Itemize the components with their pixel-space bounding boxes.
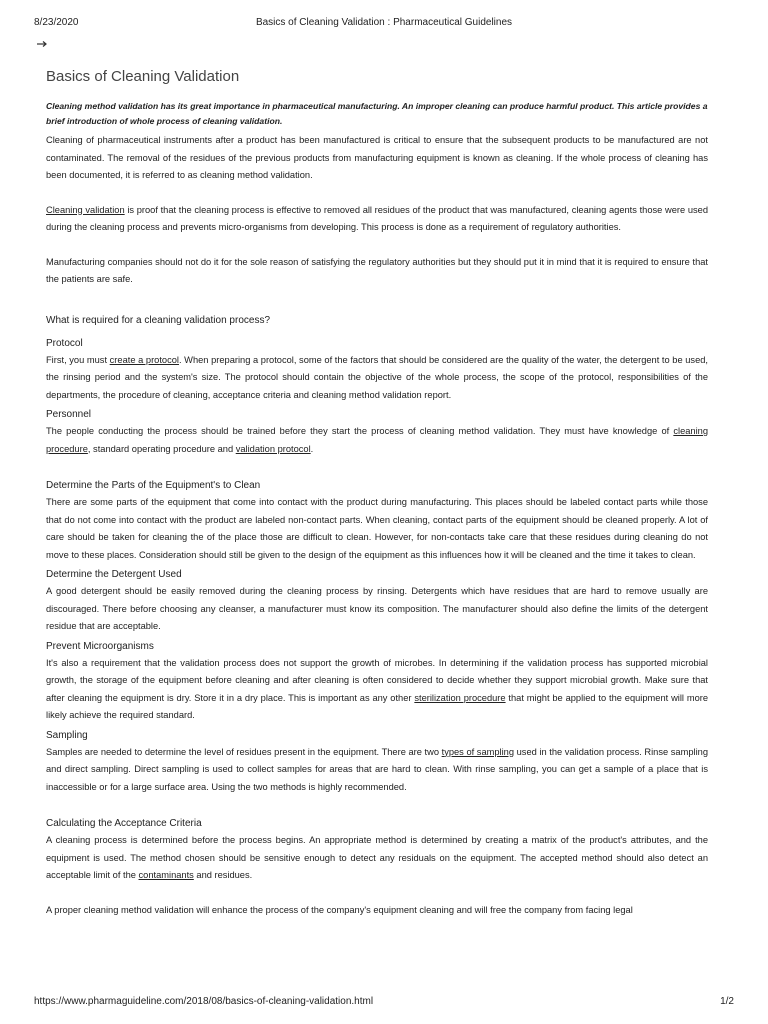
share-arrow-icon[interactable] <box>36 36 48 46</box>
create-protocol-link[interactable]: create a protocol <box>109 354 179 365</box>
section-heading-sampling: Sampling <box>46 729 88 741</box>
paragraph-text: that might be applied to the equipment will more likely achieve the required standard. <box>46 692 709 720</box>
article-title: Basics of Cleaning Validation <box>46 68 240 85</box>
section-heading-acceptance-criteria: Calculating the Acceptance Criteria <box>46 818 202 829</box>
print-header <box>34 17 734 31</box>
paragraph-equipment-parts: There are some parts of the equipment that come into contact with the product during manufacturing. This places should be labeled contact parts while those that do not come into contact with the product are labeled non-contact parts. When cleaning, contact parts of the equipment should be cleaned properly. A lot of care should be taken for cleaning the of the place those are difficult to clean. However, for non-contacts take care that these residues during cleaning do not move to these places. Consideration should still be given to the design of the equipment as this influences how it will be cleaned and the time it takes to clean. <box>46 497 708 560</box>
types-of-sampling-link[interactable]: types of sampling <box>441 746 515 757</box>
section-heading-protocol: Protocol <box>46 337 83 349</box>
paragraph-text: used in the validation process. Rinse sampling and direct sampling. Direct sampling is used to collect samples for areas that are hard to clean. With rinse sampling, you can get a sample of a place that is inaccessible or for a large surface area. Using the two methods is highly recommended. <box>46 746 708 792</box>
paragraph-manufacturing-companies: Manufacturing companies should not do it for the sole reason of satisfying the regulatory authorities but they should put it in mind that it is required to ensure that the patients are safe. <box>46 256 708 284</box>
paragraph-text: . When preparing a protocol, some of the factors that should be considered are the quality of the water, the detergent to be used, the rinsing period and the system's size. The protocol should contain the objective of the whole process, the scope of the protocol, responsibilities of the departments, the procedure of cleaning, acceptance criteria and cleaning method validation report. <box>46 354 708 400</box>
sterilization-procedure-link[interactable]: sterilization procedure <box>414 692 506 703</box>
paragraph-cleaning-definition: Cleaning of pharmaceutical instruments after a product has been manufactured is critical to ensure that the subsequent products to be manufactured are not contaminated. The removal of the residues of the previous products from manufacturing equipment is known as cleaning. If the whole process of cleaning has been documented, it is referred to as cleaning method validation. <box>46 135 708 180</box>
cleaning-procedure-link[interactable]: cleaning procedure <box>46 426 708 454</box>
paragraph-text: Samples are needed to determine the level of residues present in the equipment. There are two <box>46 746 442 757</box>
paragraph-text: and residues. <box>193 870 253 880</box>
question-heading: What is required for a cleaning validation process? <box>46 314 271 326</box>
cleaning-validation-link[interactable]: Cleaning validation <box>46 204 125 215</box>
paragraph-personnel <box>46 423 708 458</box>
paragraph-detergent: A good detergent should be easily removed during the cleaning process by rinsing. Detergents which have residues that are hard to remove usually are discouraged. There before choosing any cleanser, a manufacturer must know its composition. The manufacturer should also define the limits of the detergent residue that are acceptable. <box>46 586 708 631</box>
print-date: 8/23/2020 <box>34 17 79 28</box>
section-heading-equipment-parts: Determine the Parts of the Equipment's to Clean <box>46 480 261 491</box>
page-number: 1/2 <box>720 996 734 1007</box>
section-heading-microorganisms: Prevent Microorganisms <box>46 640 154 652</box>
print-url: https://www.pharmaguideline.com/2018/08/basics-of-cleaning-validation.html <box>34 996 374 1007</box>
article-intro: Cleaning method validation has its great importance in pharmaceutical manufacturing. An improper cleaning can produce harmful product. This article provides a brief introduction of whole process of cleaning validation. <box>46 101 708 126</box>
paragraph-text: The people conducting the process should be trained before they start the process of cleaning method validation. They must have knowledge of <box>46 426 674 436</box>
paragraph-text: is proof that the cleaning process is effective to removed all residues of the product that was manufactured, cleaning agents those were used during the cleaning process and prevents micro-organisms from developing. This process is done as a requirement of regulatory authorities. <box>46 204 708 232</box>
contaminants-link[interactable]: contaminants <box>138 870 194 880</box>
paragraph-text: , standard operating procedure and <box>87 443 236 454</box>
paragraph-acceptance-criteria <box>46 832 708 885</box>
paragraph-text: A cleaning process is determined before the process begins. An appropriate method is determined by creating a matrix of the product's attributes, and the equipment is used. The method chosen should be sensitive enough to detect any residuals on the equipment. The accepted method should also detect an acceptable limit of the <box>46 835 708 880</box>
section-heading-personnel: Personnel <box>46 409 92 420</box>
paragraph-sampling <box>46 744 708 797</box>
paragraph-cleaning-validation <box>46 202 708 237</box>
paragraph-closing: A proper cleaning method validation will enhance the process of the company's equipment cleaning and will free the company from facing legal <box>46 904 633 915</box>
article <box>46 68 708 919</box>
section-heading-detergent: Determine the Detergent Used <box>46 569 182 580</box>
paragraph-protocol <box>46 352 708 405</box>
paragraph-text: It's also a requirement that the validation process does not support the growth of microbes. In determining if the validation process has supported microbial growth, the storage of the equipment before cleaning and after cleaning is often considered to decide whether they support microbial growth. Make sure that after cleaning the equipment is dry. Store it in a dry place. This is important as any other <box>46 657 708 703</box>
paragraph-microorganisms <box>46 655 708 725</box>
paragraph-text: First, you must <box>46 354 110 365</box>
paragraph-text: . <box>310 443 314 454</box>
print-footer <box>34 996 734 1010</box>
print-page-title: Basics of Cleaning Validation : Pharmaceutical Guidelines <box>255 17 513 28</box>
validation-protocol-link[interactable]: validation protocol <box>235 443 311 454</box>
